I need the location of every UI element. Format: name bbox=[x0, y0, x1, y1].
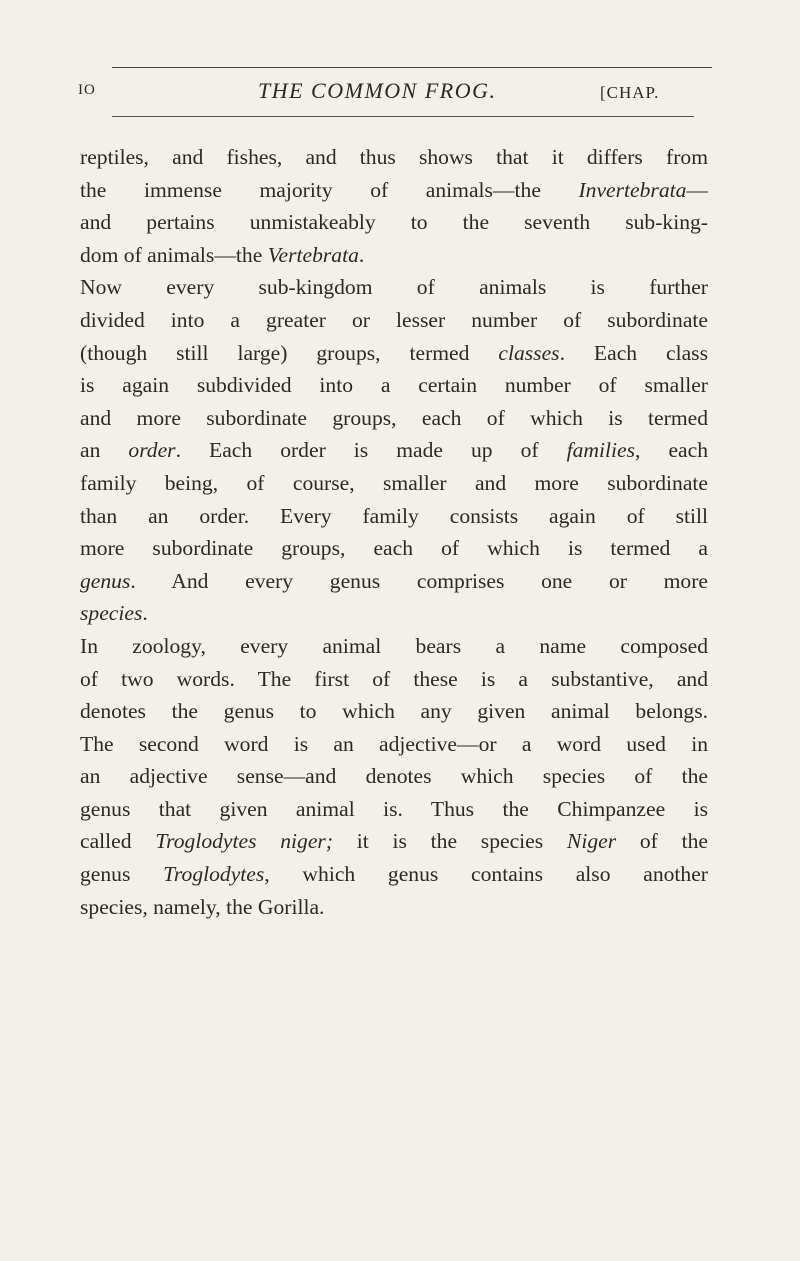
text-line: more subordinate groups, each of which is termed a bbox=[80, 536, 708, 561]
running-head bbox=[78, 72, 718, 112]
text-line: genus. And every genus comprises one or more bbox=[80, 568, 708, 593]
text-line: the immense majority of animals—the Invertebrata— bbox=[80, 177, 708, 202]
text-line: (though still large) groups, termed classes. Each class bbox=[80, 340, 708, 365]
text-line: an adjective sense—and denotes which species of the bbox=[80, 764, 708, 789]
text-line: and pertains unmistakeably to the seventh sub-king- bbox=[80, 210, 708, 235]
text-line: denotes the genus to which any given animal belongs. bbox=[80, 699, 708, 724]
text-line: genus Troglodytes, which genus contains also another bbox=[80, 862, 708, 887]
paragraph bbox=[80, 271, 708, 630]
chapter-mark: [CHAP. bbox=[600, 83, 660, 102]
paragraph bbox=[80, 141, 708, 271]
paragraph bbox=[80, 630, 708, 923]
text-line: In zoology, every animal bears a name composed bbox=[80, 633, 708, 658]
header-rule-top bbox=[112, 67, 712, 68]
body-text bbox=[80, 141, 708, 923]
text-line: reptiles, and fishes, and thus shows that it differs from bbox=[80, 145, 708, 169]
text-line: an order. Each order is made up of families, each bbox=[80, 438, 708, 463]
text-line: than an order. Every family consists again of still bbox=[80, 503, 708, 528]
text-line: species, namely, the Gorilla. bbox=[80, 894, 325, 919]
text-line: divided into a greater or lesser number of subordinate bbox=[80, 307, 708, 332]
text-line: family being, of course, smaller and more subordinate bbox=[80, 470, 708, 495]
text-line: The second word is an adjective—or a word used in bbox=[80, 731, 708, 756]
text-line: Now every sub-kingdom of animals is further bbox=[80, 275, 708, 300]
text-line: is again subdivided into a certain number of smaller bbox=[80, 373, 708, 398]
text-line: and more subordinate groups, each of which is termed bbox=[80, 405, 708, 430]
running-title: THE COMMON FROG. bbox=[258, 78, 497, 103]
page-number: IO bbox=[78, 82, 96, 98]
text-line: called Troglodytes niger; it is the species Niger of the bbox=[80, 829, 708, 854]
text-line: genus that given animal is. Thus the Chimpanzee is bbox=[80, 796, 708, 821]
text-line: species. bbox=[80, 601, 148, 626]
header-rule-bottom bbox=[112, 116, 694, 117]
text-line: of two words. The first of these is a substantive, and bbox=[80, 666, 708, 691]
text-line: dom of animals—the Vertebrata. bbox=[80, 242, 365, 267]
